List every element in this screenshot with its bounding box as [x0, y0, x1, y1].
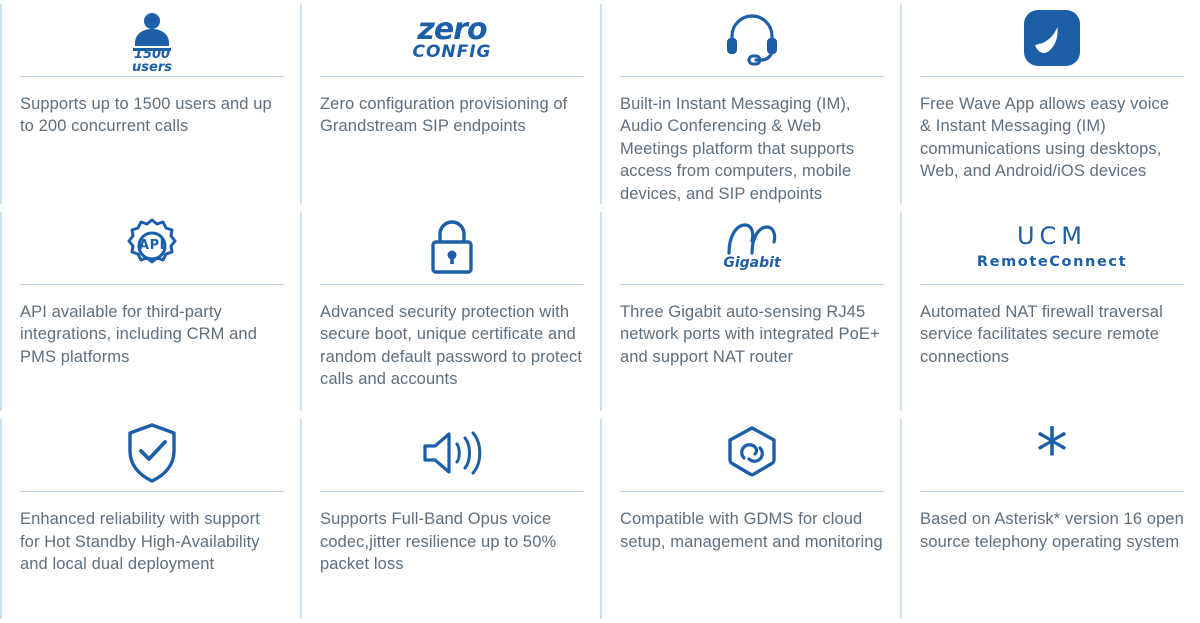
asterisk-icon: *	[1036, 416, 1068, 491]
feature-icon-area	[620, 208, 884, 284]
feature-card-reliability	[0, 415, 300, 623]
card-divider	[620, 76, 884, 77]
feature-card-remoteconnect	[900, 208, 1200, 416]
feature-icon-area	[920, 0, 1184, 76]
feature-description: Enhanced reliability with support for Hot Standby High-Availability and local dual deployment	[20, 510, 260, 574]
feature-icon-area	[920, 208, 1184, 284]
feature-description: Supports up to 1500 users and up to 200 concurrent calls	[20, 95, 272, 136]
feature-icon-area	[20, 208, 284, 284]
card-divider	[320, 284, 584, 285]
feature-icon-area	[320, 0, 584, 76]
feature-description: Supports Full-Band Opus voice codec,jitter resilience up to 50% packet loss	[320, 510, 557, 574]
feature-icon-area	[620, 415, 884, 491]
card-divider	[320, 76, 584, 77]
zero-config-icon	[412, 11, 492, 63]
api-gear-icon-label: API	[139, 238, 165, 254]
icon-label-line1: 1500	[133, 47, 171, 62]
feature-card-security	[300, 208, 600, 416]
api-gear-icon	[20, 208, 284, 284]
card-divider	[920, 284, 1184, 285]
shield-check-icon	[124, 421, 180, 485]
card-divider	[320, 491, 584, 492]
wave-app-icon	[1021, 7, 1083, 69]
feature-description: API available for third-party integrations, including CRM and PMS platforms	[20, 302, 257, 366]
card-divider	[620, 284, 884, 285]
feature-description: Based on Asterisk* version 16 open source telephony operating system	[920, 510, 1184, 551]
ucm-icon-label-line2: RemoteConnect	[976, 253, 1128, 270]
feature-description: Advanced security protection with secure boot, unique certificate and random default password to protect calls and accounts	[320, 302, 583, 388]
feature-card-asterisk	[900, 415, 1200, 623]
headset-icon	[720, 6, 784, 70]
feature-card-opus-codec	[300, 415, 600, 623]
card-divider	[20, 284, 284, 285]
card-divider	[20, 491, 284, 492]
gigabit-icon	[723, 221, 781, 271]
feature-card-messaging	[600, 0, 900, 208]
feature-description: Three Gigabit auto-sensing RJ45 network ports with integrated PoE+ and support NAT router	[620, 302, 880, 366]
zero-config-icon-label-line2: CONFIG	[412, 42, 492, 63]
users-1500-icon	[20, 0, 284, 76]
card-divider	[620, 491, 884, 492]
ucm-remoteconnect-icon	[977, 222, 1127, 270]
feature-card-zero-config	[300, 0, 600, 208]
feature-card-wave-app	[900, 0, 1200, 208]
icon-label-line2: users	[132, 60, 172, 75]
users-1500-icon-label	[132, 48, 172, 74]
feature-icon-area	[920, 415, 1184, 491]
padlock-icon	[423, 214, 481, 278]
card-divider	[920, 491, 1184, 492]
card-divider	[920, 76, 1184, 77]
feature-description: Built-in Instant Messaging (IM), Audio Conferencing & Web Meetings platform that supports access from computers, mobile devices, and SIP endpoints	[620, 95, 855, 203]
gdms-cloud-icon	[721, 424, 783, 482]
feature-card-users	[0, 0, 300, 208]
feature-icon-area	[20, 415, 284, 491]
feature-description: Free Wave App allows easy voice & Instant Messaging (IM) communications using desktops, Web, and Android/iOS devices	[920, 95, 1170, 181]
feature-icon-area	[320, 208, 584, 284]
feature-icon-area	[20, 0, 284, 76]
gigabit-icon-label: Gigabit	[723, 254, 781, 271]
feature-description: Compatible with GDMS for cloud setup, management and monitoring	[620, 510, 883, 551]
feature-card-gdms	[600, 415, 900, 623]
ucm-icon-label-line1: UCM	[1016, 221, 1088, 250]
card-divider	[20, 76, 284, 77]
feature-icon-area	[320, 415, 584, 491]
zero-config-icon-label-line1: zero	[417, 11, 487, 47]
feature-description: Zero configuration provisioning of Grandstream SIP endpoints	[320, 95, 568, 136]
speaker-sound-icon	[419, 425, 485, 481]
feature-description: Automated NAT firewall traversal service facilitates secure remote connections	[920, 302, 1163, 366]
feature-card-api	[0, 208, 300, 416]
feature-card-gigabit	[600, 208, 900, 416]
feature-icon-area	[620, 0, 884, 76]
